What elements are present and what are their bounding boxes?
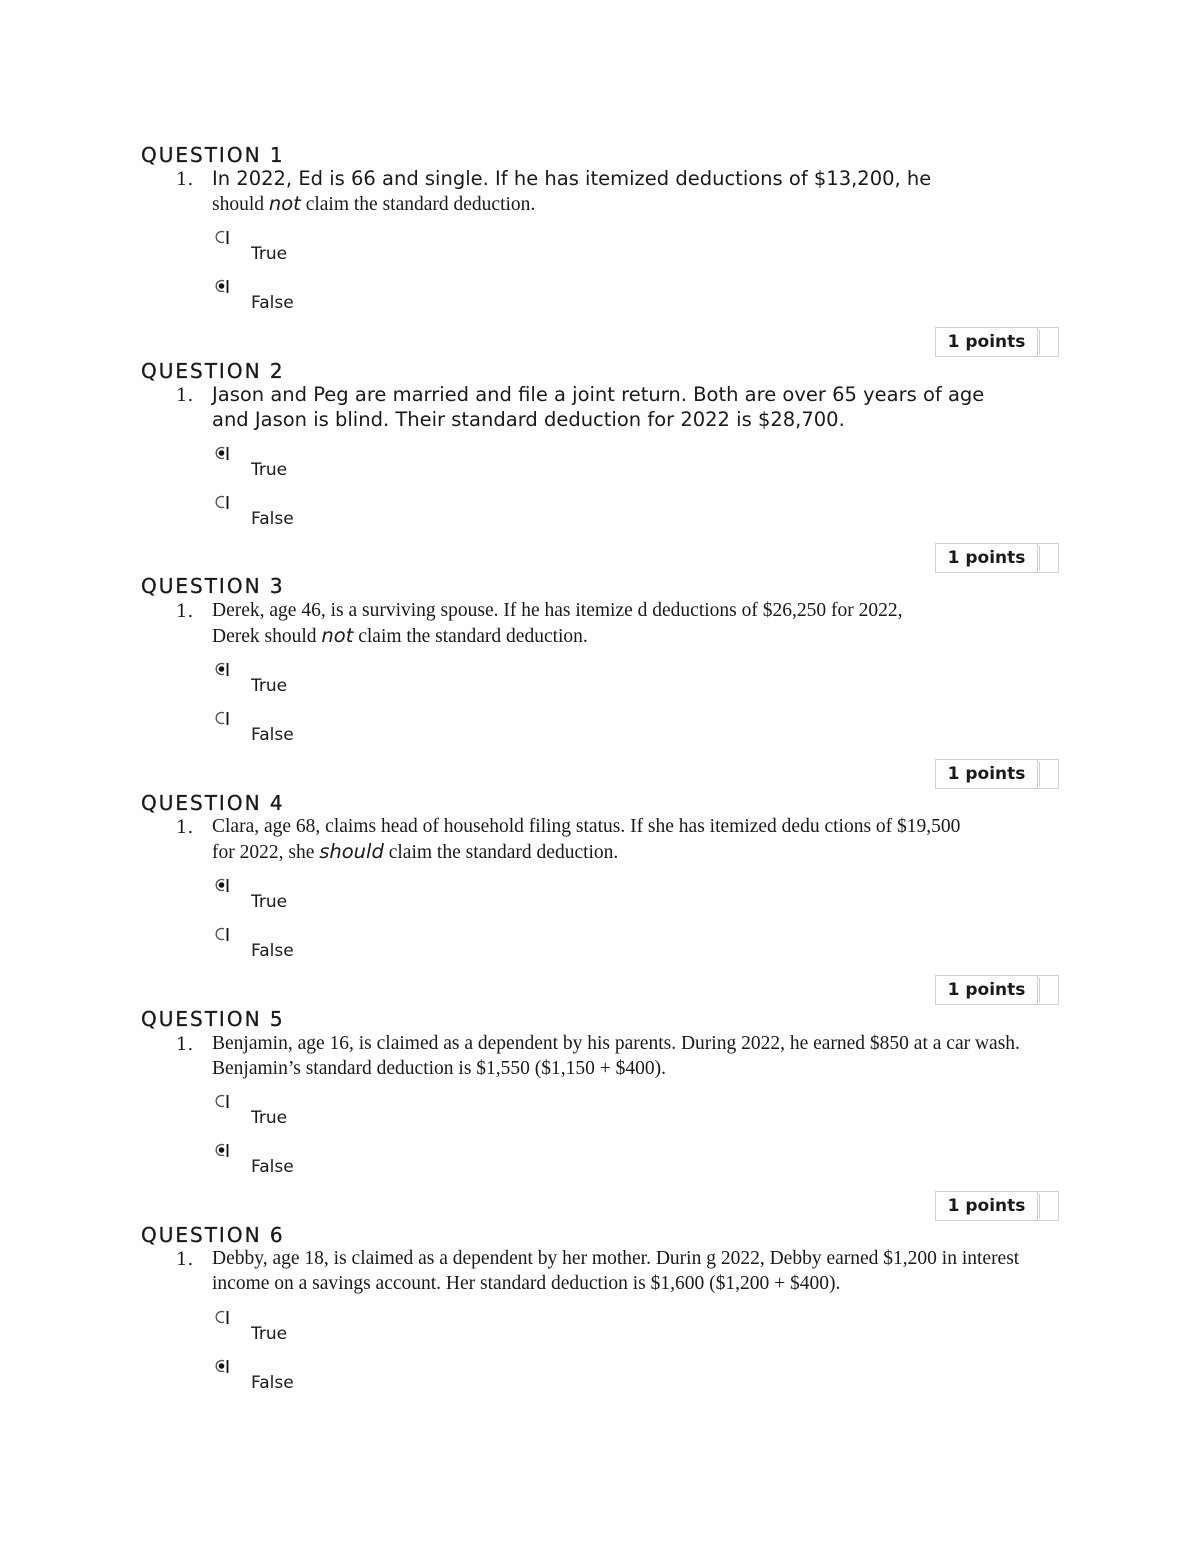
question-6-option-true-label[interactable]: True xyxy=(251,1324,288,1344)
question-5-option-true-label[interactable]: True xyxy=(251,1108,288,1128)
question-3-heading: QUESTION 3 xyxy=(141,574,285,598)
question-6-option-true-radio[interactable] xyxy=(214,1309,230,1325)
points-box xyxy=(1039,1194,1056,1218)
question-5-points xyxy=(935,1191,1059,1221)
question-4-option-true-radio[interactable] xyxy=(214,877,230,893)
question-4-option-false-radio[interactable] xyxy=(214,926,230,942)
points-label: 1 points xyxy=(936,1192,1038,1220)
question-4-option-false-label[interactable]: False xyxy=(251,941,294,961)
question-3-points xyxy=(935,759,1059,789)
question-4-heading: QUESTION 4 xyxy=(141,791,285,815)
question-3-option-true-label[interactable]: True xyxy=(251,676,288,696)
question-6-stem: Debby, age 18, is claimed as a dependent by her mother. Durin g 2022, Debby earned $1,200 in interest income on a savings account. Her standard deduction is $1,600 ($1,200 + $400). xyxy=(212,1248,1020,1294)
question-2-option-true-radio[interactable] xyxy=(214,445,230,461)
question-2-stem: Jason and Peg are married and file a joint return. Both are over 65 years of age and Jason is blind. Their standard deduction for 2022 is $28,700. xyxy=(212,383,985,431)
question-3-option-false-radio[interactable] xyxy=(214,710,230,726)
question-4-stem: Clara, age 68, claims head of household filing status. If she has itemized dedu ctions of $19,500 for 2022, she should claim the standard deduction. xyxy=(212,816,961,863)
question-3-number: 1. xyxy=(176,601,194,622)
question-4-option-true-label[interactable]: True xyxy=(251,892,288,912)
question-5-option-false-label[interactable]: False xyxy=(251,1157,294,1177)
question-5-option-false-radio[interactable] xyxy=(214,1142,230,1158)
question-1-heading: QUESTION 1 xyxy=(141,143,285,167)
question-5-stem: Benjamin, age 16, is claimed as a dependent by his parents. During 2022, he earned $850 at a car wash. Benjamin’s standard deduction is $1,550 ($1,150 + $400). xyxy=(212,1033,1020,1079)
question-5-heading: QUESTION 5 xyxy=(141,1007,285,1031)
question-5-option-true-radio[interactable] xyxy=(214,1093,230,1109)
question-6-option-false-label[interactable]: False xyxy=(251,1373,294,1393)
points-box xyxy=(1039,978,1056,1002)
question-1-number: 1. xyxy=(176,169,194,190)
question-2-option-false-radio[interactable] xyxy=(214,494,230,510)
question-2-option-true-label[interactable]: True xyxy=(251,460,288,480)
question-4-points xyxy=(935,975,1059,1005)
question-3-option-true-radio[interactable] xyxy=(214,661,230,677)
question-6-option-false-radio[interactable] xyxy=(214,1358,230,1374)
question-6-number: 1. xyxy=(176,1249,194,1270)
question-3-option-false-label[interactable]: False xyxy=(251,725,294,745)
points-label: 1 points xyxy=(936,976,1038,1004)
question-1-option-false-radio[interactable] xyxy=(214,278,230,294)
question-5-number: 1. xyxy=(176,1034,194,1055)
points-box xyxy=(1039,546,1056,570)
question-1-option-true-radio[interactable] xyxy=(214,229,230,245)
question-2-points xyxy=(935,543,1059,573)
question-2-number: 1. xyxy=(176,385,194,406)
points-box xyxy=(1039,330,1056,354)
question-2-option-false-label[interactable]: False xyxy=(251,509,294,529)
points-box xyxy=(1039,762,1056,786)
points-label: 1 points xyxy=(936,760,1038,788)
points-label: 1 points xyxy=(936,544,1038,572)
question-1-stem: In 2022, Ed is 66 and single. If he has itemized deductions of $13,200, he should not claim the standard deduction. xyxy=(212,167,932,215)
question-1-option-true-label[interactable]: True xyxy=(251,244,288,264)
question-4-number: 1. xyxy=(176,817,194,838)
question-6-heading: QUESTION 6 xyxy=(141,1223,285,1247)
question-1-points xyxy=(935,327,1059,357)
question-2-heading: QUESTION 2 xyxy=(141,359,285,383)
question-3-stem: Derek, age 46, is a surviving spouse. If he has itemize d deductions of $26,250 for 2022, Derek should not claim the standard deduction. xyxy=(212,600,903,647)
question-1-option-false-label[interactable]: False xyxy=(251,293,294,313)
points-label: 1 points xyxy=(936,328,1038,356)
